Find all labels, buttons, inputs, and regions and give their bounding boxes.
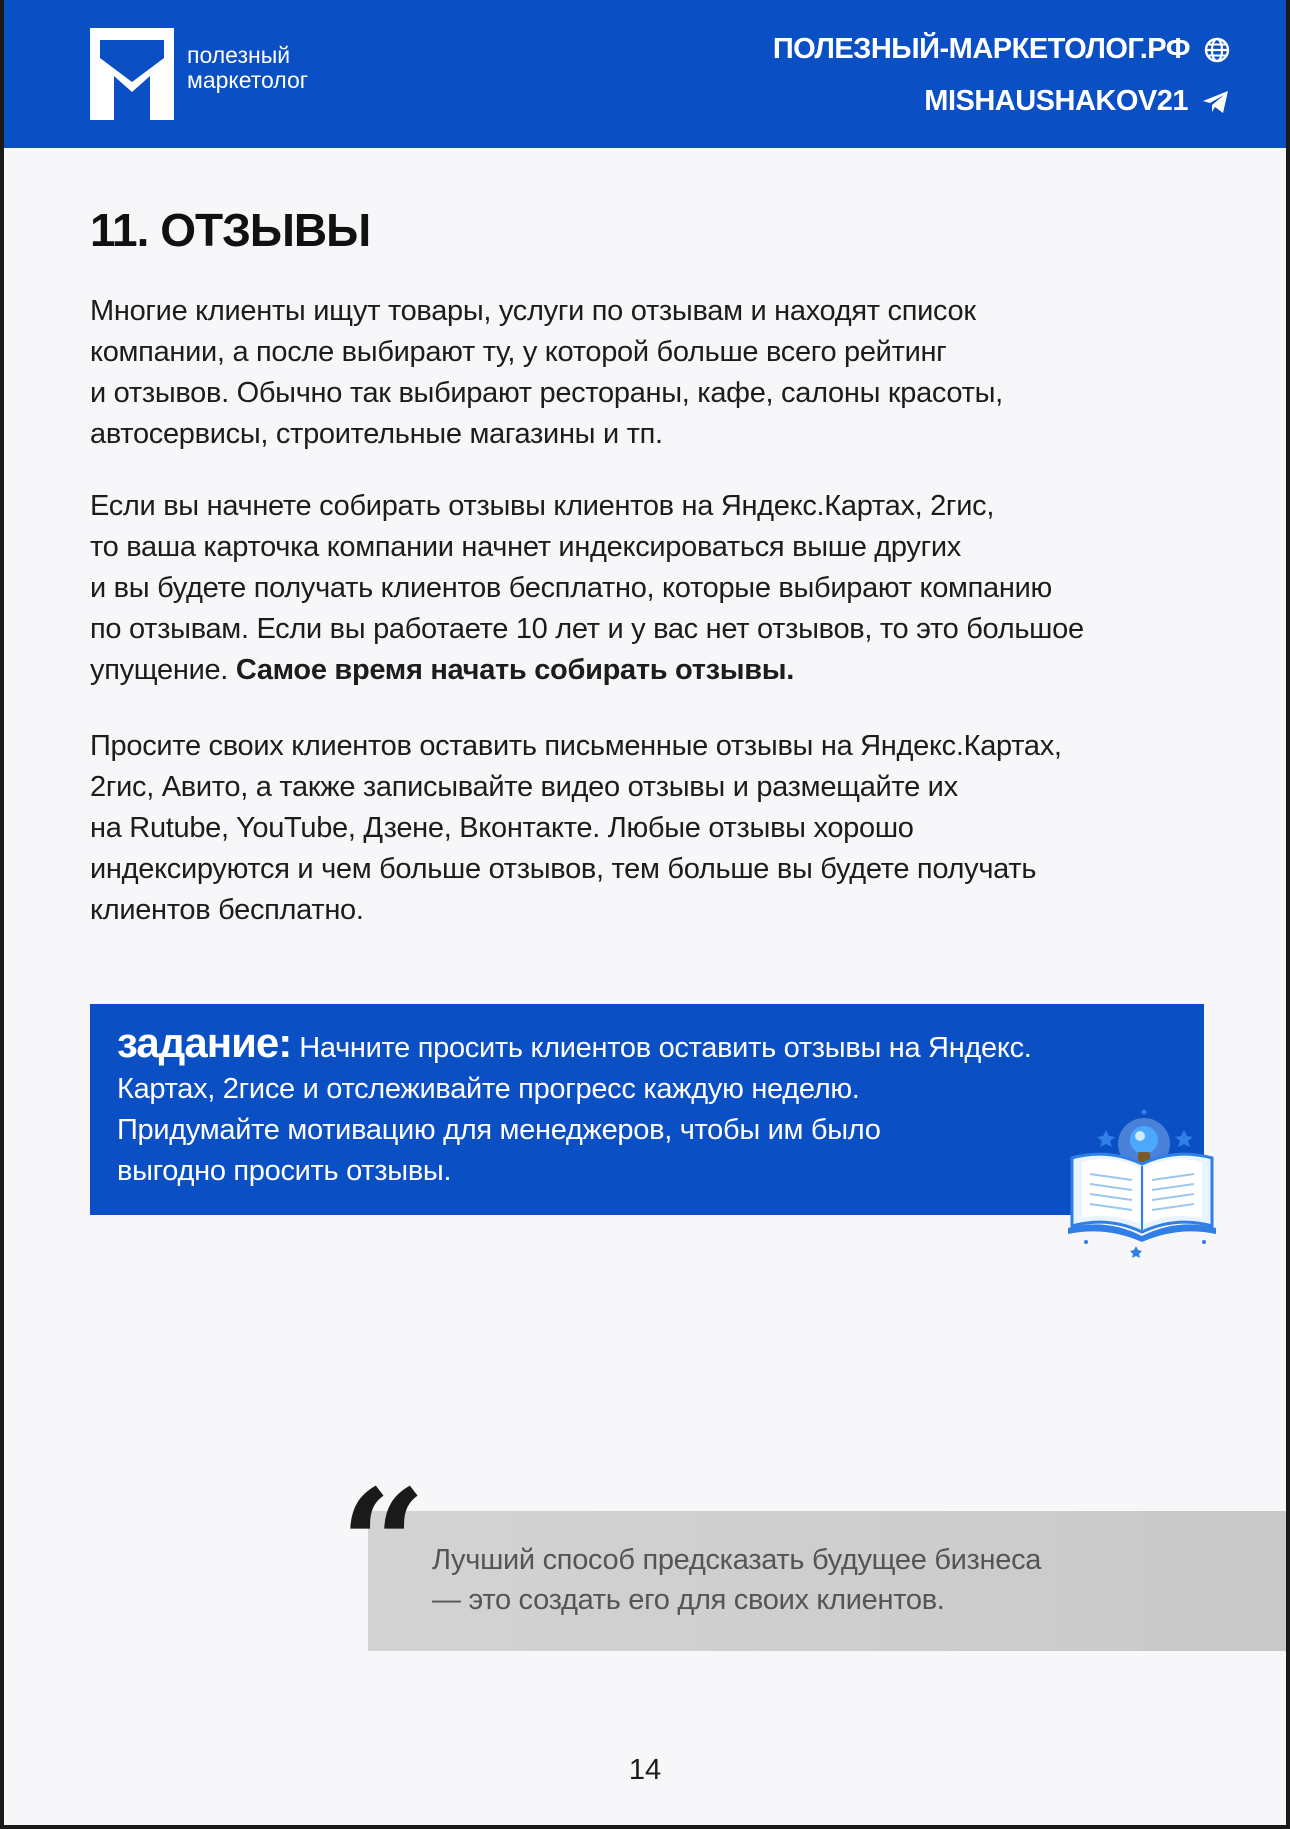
quote-text <box>432 1540 1041 1620</box>
paragraph-line: и вы будете получать клиентов бесплатно, которые выбирают компанию <box>90 572 1052 604</box>
telegram-link[interactable] <box>924 85 1230 118</box>
section-title: 11. ОТЗЫВЫ <box>90 204 371 256</box>
paragraph-line: клиентов бесплатно. <box>90 894 364 926</box>
page <box>4 0 1286 1825</box>
task-first-line: Начните просить клиентов оставить отзывы на Яндекс. <box>299 1032 1032 1064</box>
paragraph-line: компании, а после выбирают ту, у которой больше всего рейтинг <box>90 336 947 368</box>
paragraph-line: по отзывам. Если вы работаете 10 лет и у вас нет отзывов, то это большое <box>90 613 1084 645</box>
quote-box <box>368 1511 1286 1651</box>
telegram-icon <box>1202 90 1230 114</box>
task-box <box>90 1004 1204 1215</box>
page-number: 14 <box>628 1754 662 1786</box>
quote-line: — это создать его для своих клиентов. <box>432 1584 945 1616</box>
task-text <box>117 1019 1032 1192</box>
logo-line-1: полезный <box>187 42 291 68</box>
task-line: Придумайте мотивацию для менеджеров, чтобы им было <box>117 1114 881 1146</box>
paragraph-line: Многие клиенты ищут товары, услуги по отзывам и находят список <box>90 295 976 327</box>
paragraph-line: Если вы начнете собирать отзывы клиентов на Яндекс.Картах, 2гис, <box>90 490 995 522</box>
paragraph-2 <box>90 486 1210 691</box>
paragraph-line: на Rutube, YouTube, Дзене, Вконтакте. Любые отзывы хорошо <box>90 812 914 844</box>
emphasis-text: Самое время начать собирать отзывы. <box>235 654 794 686</box>
open-book-lightbulb-icon <box>1062 1108 1222 1258</box>
paragraph-line: и отзывов. Обычно так выбирают рестораны, кафе, салоны красоты, <box>90 377 1003 409</box>
paragraph-1 <box>90 291 1210 455</box>
paragraph-line: автосервисы, строительные магазины и тп. <box>90 418 663 450</box>
paragraph-line <box>90 650 1210 691</box>
task-line: Картах, 2гисе и отслеживайте прогресс каждую неделю. <box>117 1073 860 1105</box>
task-label: задание: <box>117 1019 292 1066</box>
logo-line-2: маркетолог <box>187 67 309 93</box>
paragraph-line: 2гис, Авито, а также записывайте видео отзывы и размещайте их <box>90 771 958 803</box>
logo-text <box>187 43 308 93</box>
header-bar <box>4 0 1286 148</box>
paragraph-line: индексируются и чем больше отзывов, тем больше вы будете получать <box>90 853 1037 885</box>
paragraph-line-start: упущение. <box>90 654 236 686</box>
site-link-label: ПОЛЕЗНЫЙ-МАРКЕТОЛОГ.РФ <box>772 33 1190 65</box>
paragraph-line: то ваша карточка компании начнет индексироваться выше других <box>90 531 961 563</box>
paragraph-3 <box>90 726 1210 931</box>
task-line <box>117 1019 1032 1069</box>
task-line: выгодно просить отзывы. <box>117 1155 452 1187</box>
quote-line: Лучший способ предсказать будущее бизнеса <box>432 1544 1042 1576</box>
globe-icon <box>1204 37 1230 63</box>
paragraph-line: Просите своих клиентов оставить письменные отзывы на Яндекс.Картах, <box>90 730 1062 762</box>
quote-mark-icon: “ <box>340 1457 427 1633</box>
site-link[interactable] <box>773 33 1230 66</box>
logo-icon <box>90 28 174 120</box>
telegram-link-label: MISHAUSHAKOV21 <box>924 85 1188 117</box>
